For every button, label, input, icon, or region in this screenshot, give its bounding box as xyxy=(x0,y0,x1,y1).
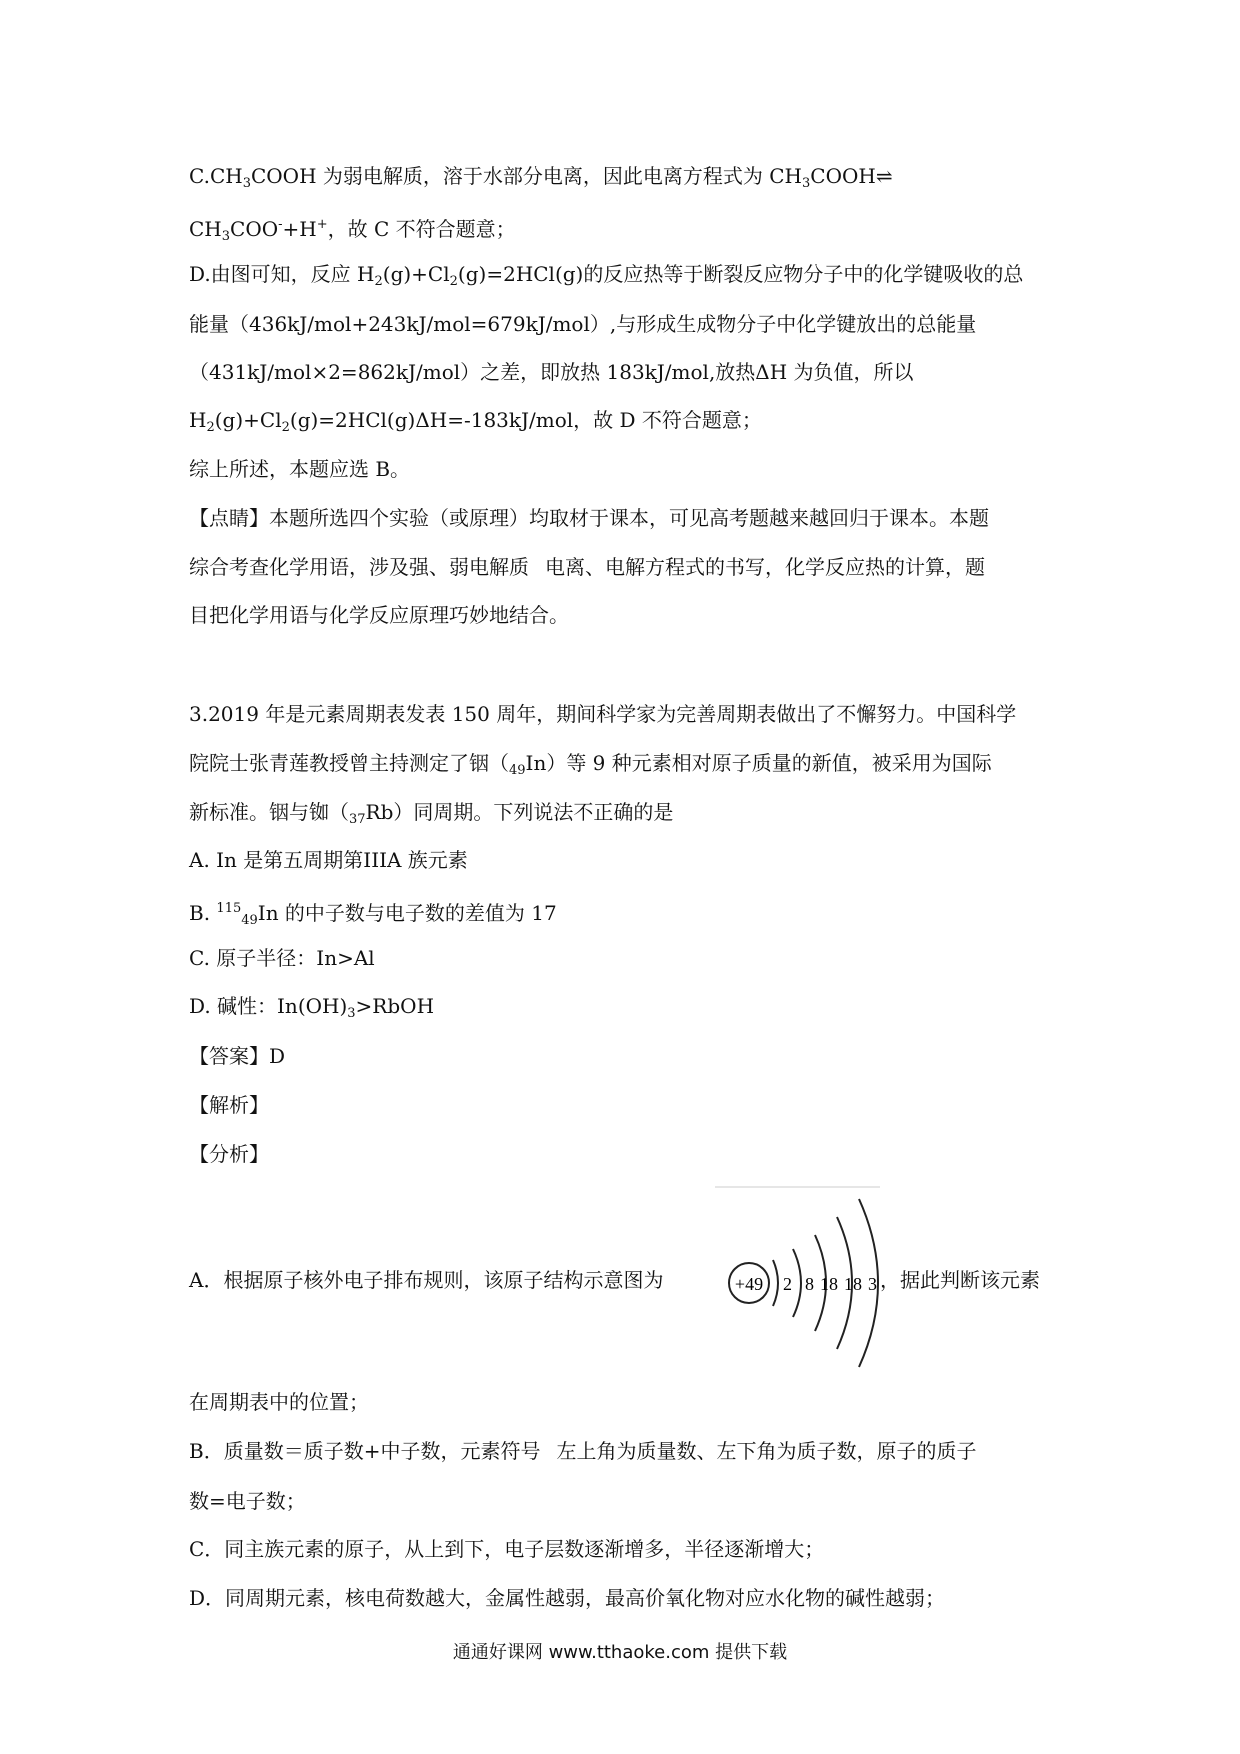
explanation-d: D．同周期元素，核电荷数越大，金属性越弱，最高价氧化物对应水化物的碱性越弱； xyxy=(189,1586,946,1610)
shell-3-count: 18 xyxy=(820,1274,838,1294)
option-d-line2: 能量（436kJ/mol+243kJ/mol=679kJ/mol）,与形成生成物分子中化学键放出的总能量 xyxy=(189,312,977,336)
answer-line: 【答案】D xyxy=(189,1044,286,1068)
question3-line3: 新标准。铟与铷$(_{37}Rb)$同周期。下列说法不正确的是 xyxy=(189,800,674,827)
explanation-a-line1-end: ，据此判断该元素 xyxy=(880,1268,1040,1292)
comment-line1: 【点睛】本题所选四个实验（或原理）均取材于课本，可见高考题越来越回归于课本。本题 xyxy=(189,506,989,530)
option-d-line4: $H_2(g)+Cl_2(g)=2HCl(g)\Delta H=-183kJ$/mol，故 D 不符合题意； xyxy=(189,408,762,435)
page-footer: 通通好课网 www.tthaoke.com 提供下载 xyxy=(452,1642,788,1663)
nucleus-charge: +49 xyxy=(734,1274,764,1294)
summary-line: 综上所述，本题应选 B。 xyxy=(189,457,411,481)
fenxi-heading: 【分析】 xyxy=(189,1142,269,1166)
equilibrium-arrow: ⇌ xyxy=(875,164,893,188)
question3-line2: 院院士张青莲教授曾主持测定了铟$(_{49}In)$等 9 种元素相对原子质量的新值，被采用为国际 xyxy=(189,751,992,778)
option-c-line2: $CH_3COO^-+H^+$，故 C 不符合题意； xyxy=(189,217,516,244)
option-d-line3: （431kJ/mol×2=862kJ/mol）之差，即放热 183kJ/mol,放热ΔH 为负值，所以 xyxy=(189,360,914,384)
shell-4-count: 18 xyxy=(844,1274,862,1294)
analysis-heading: 【解析】 xyxy=(189,1093,269,1117)
option-d-line1: D.由图可知，反应 $H_2(g)+Cl_2(g)=2HCl(g)$的反应热等于断裂反应物分子中的化学键吸收的总 xyxy=(189,262,1024,289)
shell-arc-1 xyxy=(773,1260,778,1306)
shell-5-count: 3 xyxy=(868,1274,877,1294)
atom-structure-diagram xyxy=(715,1185,880,1385)
question3-line1: 3.2019 年是元素周期表发表 150 周年，期间科学家为完善周期表做出了不懈努力。中国科学 xyxy=(189,702,1017,726)
shell-1-count: 2 xyxy=(783,1274,792,1294)
option-d: D. 碱性：$In(OH)_3>RbOH$ xyxy=(189,994,435,1021)
shell-2-count: 8 xyxy=(805,1274,814,1294)
explanation-c: C．同主族元素的原子，从上到下，电子层数逐渐增多，半径逐渐增大； xyxy=(189,1537,825,1561)
explanation-a-line2: 在周期表中的位置； xyxy=(189,1390,369,1414)
option-c-line1: $C.CH_3COOH$ 为弱电解质，溶于水部分电离，因此电离方程式为 $CH_3COOH\rightleftharpoons$ xyxy=(189,164,893,191)
option-b: B. $^{115}_{49}$In 的中子数与电子数的差值为 17 xyxy=(189,901,557,928)
explanation-b-line1: B．质量数＝质子数+中子数，元素符号 左上角为质量数、左下角为质子数，原子的质子 xyxy=(189,1439,977,1463)
explanation-a-line1: A．根据原子核外电子排布规则，该原子结构示意图为 xyxy=(189,1268,664,1292)
comment-line2: 综合考查化学用语，涉及强、弱电解质 电离、电解方程式的书写，化学反应热的计算，题 xyxy=(189,555,985,579)
shell-arc-2 xyxy=(793,1249,801,1317)
option-c: C. 原子半径：In>Al xyxy=(189,946,375,970)
comment-line3: 目把化学用语与化学反应原理巧妙地结合。 xyxy=(189,603,569,627)
explanation-b-line2: 数=电子数； xyxy=(189,1489,306,1513)
option-a: A. In 是第五周期第IIIA 族元素 xyxy=(189,848,468,872)
